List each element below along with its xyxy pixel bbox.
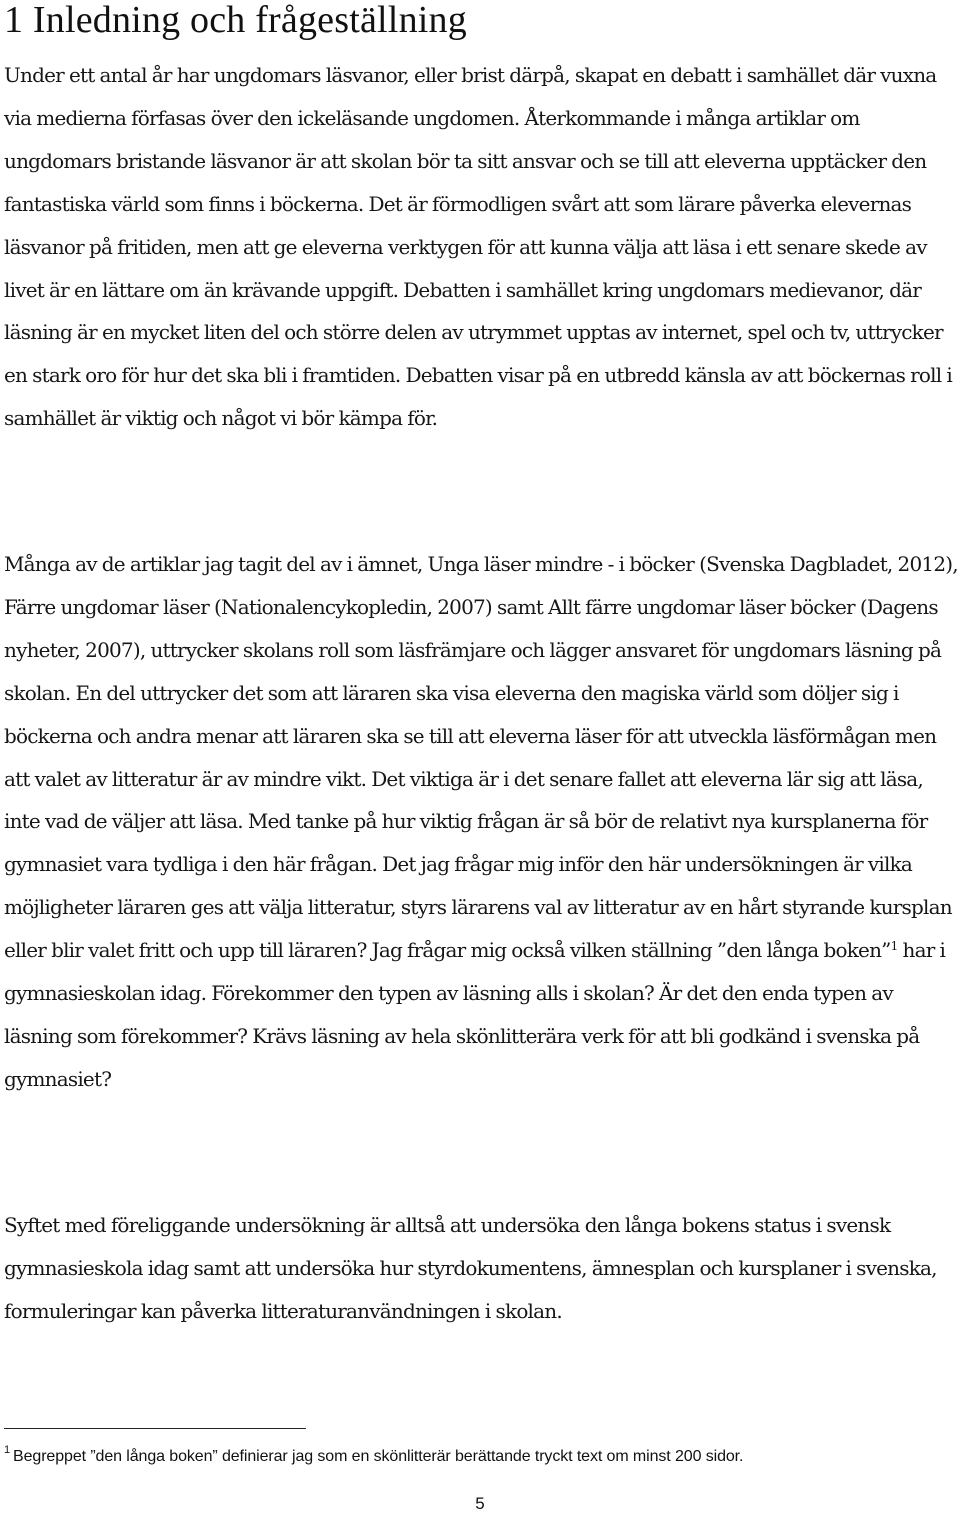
footnote-reference: 1 xyxy=(890,939,898,954)
footnote-separator xyxy=(4,1428,306,1429)
section-heading: 1 Inledning och frågeställning xyxy=(4,0,467,41)
paragraph-articles xyxy=(4,543,958,1101)
paragraph-intro: Under ett antal år har ungdomars läsvanor, eller brist därpå, skapat en debatt i samhället där vuxna via medierna förfasas över den ickeläsande ungdomen. Återkommande i många artiklar om ungdomars bristande läsvanor är att skolan bör ta sitt ansvar och se till att eleverna upptäcker den fantastiska värld som finns i böckerna. Det är förmodligen svårt att som lärare påverka elevernas läsvanor på fritiden, men att ge eleverna verktygen för att kunna välja att läsa i ett senare skede av livet är en lättare om än krävande uppgift. Debatten i samhället kring ungdomars medievanor, där läsning är en mycket liten del och större delen av utrymmet upptas av internet, spel och tv, uttrycker en stark oro för hur det ska bli i framtiden. Debatten visar på en utbredd känsla av att böckernas roll i samhället är viktig och något vi bör kämpa för. xyxy=(4,63,953,431)
footnote-number: 1 xyxy=(4,1444,11,1456)
footnote xyxy=(4,1444,743,1470)
paragraph-purpose: Syftet med föreliggande undersökning är alltså att undersöka den långa bokens status i svensk gymnasieskola idag samt att undersöka hur styrdokumentens, ämnesplan och kursplaner i svenska, formuleringar kan påverka litteraturanvändningen i skolan. xyxy=(4,1213,937,1323)
footnote-text: Begreppet ”den långa boken” definierar jag som en skönlitterär berättande tryckt text om minst 200 sidor. xyxy=(13,1448,744,1465)
paragraph-articles-text-after: har i gymnasieskolan idag. Förekommer den typen av läsning alls i skolan? Är det den enda typen av läsning som förekommer? Krävs läsning av hela skönlitterära verk för att bli godkänd i svenska på gymnasiet? xyxy=(4,938,946,1091)
paragraph-articles-text-before: Många av de artiklar jag tagit del av i ämnet, Unga läser mindre - i böcker (Svenska Dagbladet, 2012), Färre ungdomar läser (Nationalencykopledin, 2007) samt Allt färre ungdomar läser böcker (Dagens nyheter, 2007), uttrycker skolans roll som läsfrämjare och lägger ansvaret för ungdomars läsning på skolan. En del uttrycker det som att läraren ska visa eleverna den magiska värld som döljer sig i böckerna och andra menar att läraren ska se till att eleverna läser för att utveckla läsförmågan men att valet av litteratur är av mindre vikt. Det viktiga är i det senare fallet att eleverna lär sig att läsa, inte vad de väljer att läsa. Med tanke på hur viktig frågan är så bör de relativt nya kursplanerna för gymnasiet vara tydliga i den här frågan. Det jag frågar mig inför den här undersökningen är vilka möjligheter läraren ges att välja litteratur, styrs lärarens val av litteratur av en hårt styrande kursplan eller blir valet fritt och upp till läraren? Jag frågar mig också vilken ställning ”den långa boken” xyxy=(4,552,958,963)
page-number: 5 xyxy=(475,1494,485,1513)
